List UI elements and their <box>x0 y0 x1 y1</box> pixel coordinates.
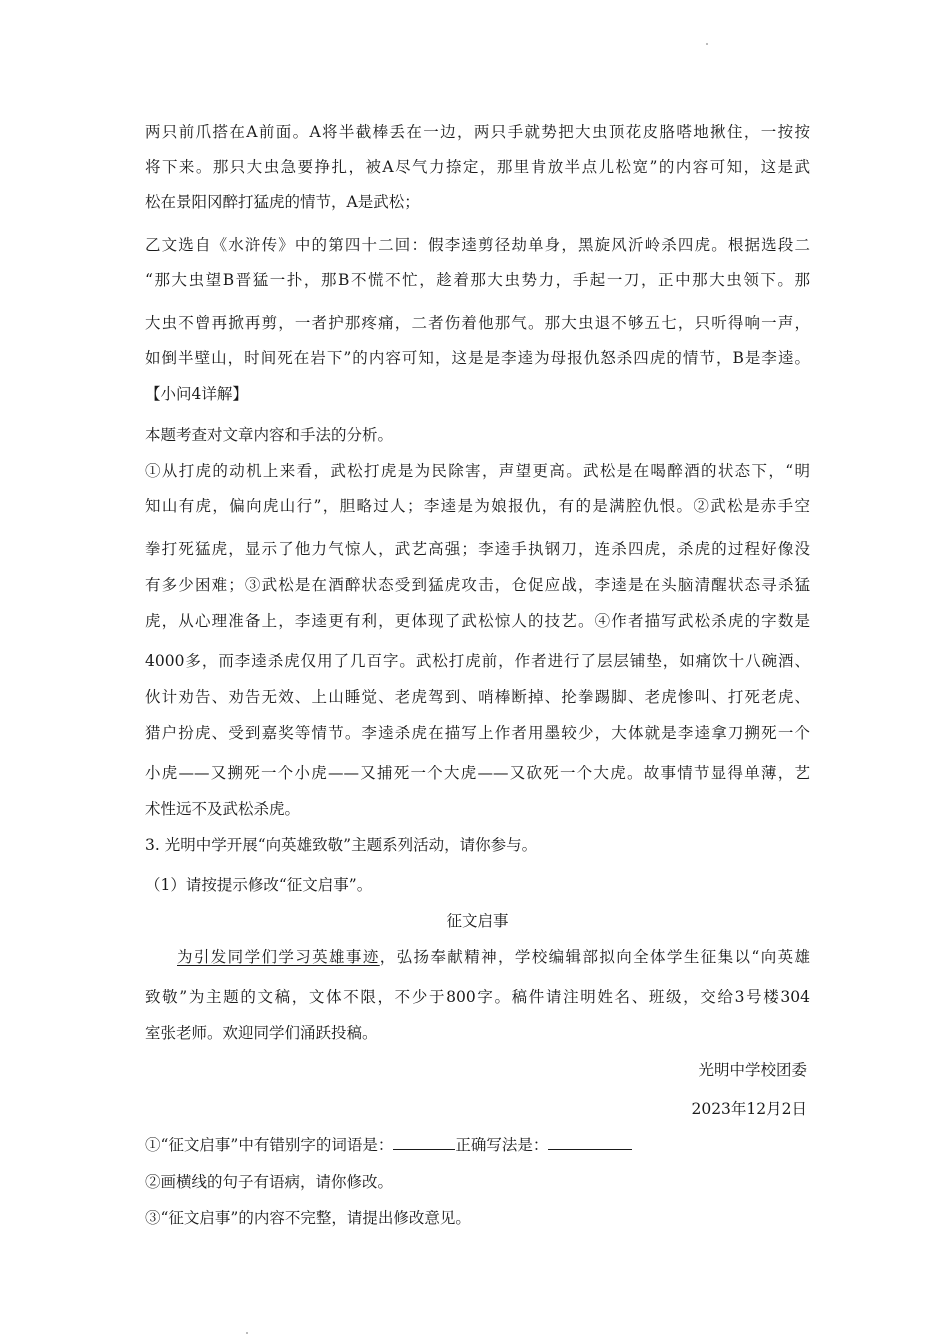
analysis-line-6: 4000多，而李逵杀虎仅用了几百字。武松打虎前，作者进行了层层铺垫，如痛饮十八碗酒、 <box>145 652 810 670</box>
analysis-line-8: 猎户扮虎、受到嘉奖等情节。李逵杀虎在描写上作者用墨较少，大体就是李逵拿刀搠死一个 <box>145 724 810 742</box>
analysis-line-7: 伙计劝告、劝告无效、上山睡觉、老虎驾到、哨棒断掉、抡拳踢脚、老虎惨叫、打死老虎、 <box>145 688 810 706</box>
analysis-line-5: 虎，从心理准备上，李逵更有利，更体现了武松惊人的技艺。④作者描写武松杀虎的字数是 <box>145 612 810 630</box>
paragraph-b-line-2: “那大虫望B晋猛一扑，那B不慌不忙，趁着那大虫势力，手起一刀，正中那大虫领下。那 <box>145 271 810 289</box>
paragraph-a-line-1: 两只前爪搭在A前面。A将半截棒丢在一边，两只手就势把大虫顶花皮胳嗒地揪住，一按按 <box>145 123 810 141</box>
analysis-line-3: 拳打死猛虎，显示了他力气惊人，武艺高强；李逵手执钢刀，连杀四虎，杀虎的过程好像没 <box>145 540 810 558</box>
analysis-line-10: 术性远不及武松杀虎。 <box>145 800 301 818</box>
paragraph-b-line-3: 大虫不曾再掀再剪，一者护那疼痛，二者伤着他那气。那大虫退不够五七，只听得响一声， <box>145 314 810 332</box>
notice-title: 征文启事 <box>446 912 509 930</box>
detail-heading: 【小问4详解】 <box>145 385 248 403</box>
notice-date: 2023年12月2日 <box>691 1100 807 1118</box>
analysis-line-2: 知山有虎，偏向虎山行”，胆略过人；李逵是为娘报仇，有的是满腔仇恨。②武松是赤手空 <box>145 497 810 515</box>
question-1-label-b: 正确写法是： <box>455 1136 549 1154</box>
scan-speck <box>706 43 708 45</box>
notice-line-2: 致敬”为主题的文稿，文体不限，不少于800字。稿件请注明姓名、班级，交给3号楼304 <box>145 988 810 1006</box>
question-1-row <box>145 1135 810 1155</box>
question-3: 3. 光明中学开展“向英雄致敬”主题系列活动，请你参与。 <box>145 836 538 854</box>
analysis-line-4: 有多少困难；③武松是在酒醉状态受到猛虎攻击，仓促应战，李逵是在头脑清醒状态寻杀猛 <box>145 576 810 594</box>
question-3-item: ③“征文启事”的内容不完整，请提出修改意见。 <box>145 1209 471 1227</box>
analysis-line-1: ①从打虎的动机上来看，武松打虎是为民除害，声望更高。武松是在喝醉酒的状态下，“明 <box>145 462 810 480</box>
underlined-sentence: 为引发同学们学习英雄事迹 <box>177 948 380 966</box>
paragraph-b-line-1: 乙文选自《水浒传》中的第四十二回：假李逵剪径劫单身，黑旋风沂岭杀四虎。根据选段二 <box>145 236 810 254</box>
analysis-intro: 本题考查对文章内容和手法的分析。 <box>145 426 394 444</box>
notice-line-1-rest: ，弘扬奉献精神，学校编辑部拟向全体学生征集以“向英雄 <box>379 948 810 966</box>
analysis-line-9: 小虎——又搠死一个小虎——又捕死一个大虎——又砍死一个大虎。故事情节显得单薄，艺 <box>145 764 810 782</box>
question-1-label-a: ①“征文启事”中有错别字的词语是： <box>145 1136 394 1154</box>
paragraph-b-line-4: 如倒半壁山，时间死在岩下”的内容可知，这是是李逵为母报仇怒杀四虎的情节，B是李逵。 <box>145 349 810 367</box>
answer-blank-1[interactable] <box>393 1135 455 1150</box>
paragraph-a-line-2: 将下来。那只大虫急要挣扎，被A尽气力捺定，那里肯放半点儿松宽”的内容可知，这是武 <box>145 158 810 176</box>
paragraph-a-line-3: 松在景阳冈醉打猛虎的情节，A是武松； <box>145 193 420 211</box>
question-2: ②画横线的句子有语病，请你修改。 <box>145 1173 394 1191</box>
answer-blank-2[interactable] <box>548 1135 632 1150</box>
notice-line-3: 室张老师。欢迎同学们涌跃投稿。 <box>145 1024 378 1042</box>
notice-line-1 <box>177 947 810 967</box>
sub-question-1: （1）请按提示修改“征文启事”。 <box>145 876 373 894</box>
notice-signer: 光明中学校团委 <box>698 1061 807 1079</box>
scan-speck <box>246 1332 248 1334</box>
